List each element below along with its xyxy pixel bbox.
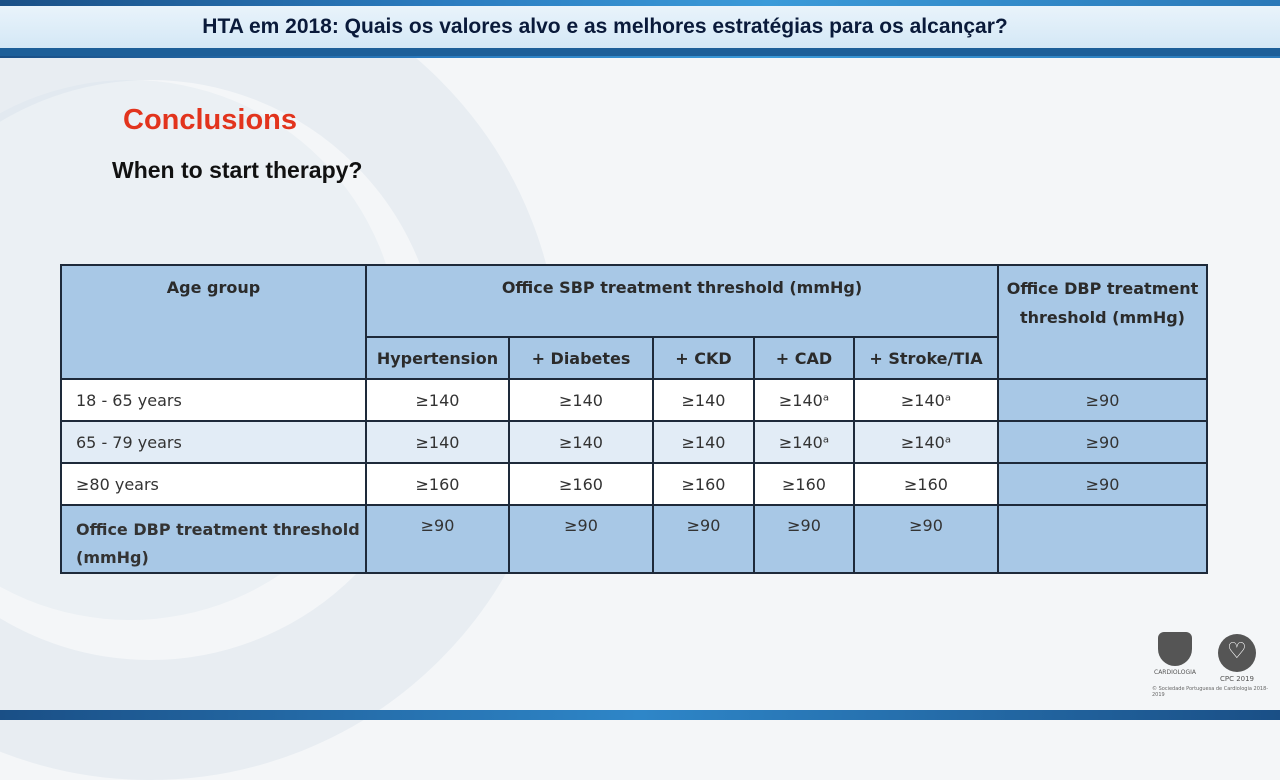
header-sbp: Office SBP treatment threshold (mmHg) bbox=[366, 265, 998, 337]
table-row bbox=[61, 421, 1207, 463]
cell-dbp: ≥90 bbox=[998, 379, 1207, 421]
cell-value: ≥160 bbox=[509, 463, 653, 505]
cpc-logo bbox=[1214, 634, 1260, 683]
subheader-stroke: + Stroke/TIA bbox=[854, 337, 998, 379]
cell-value: ≥140ᵃ bbox=[854, 379, 998, 421]
header-title: HTA em 2018: Quais os valores alvo e as melhores estratégias para os alcançar? bbox=[202, 15, 1008, 38]
cell-empty bbox=[998, 505, 1207, 573]
cell-value: ≥90 bbox=[366, 505, 509, 573]
cpc-logo-text: CPC 2019 bbox=[1219, 675, 1255, 683]
header-dbp: Office DBP treatment threshold (mmHg) bbox=[998, 265, 1207, 379]
table-row bbox=[61, 379, 1207, 421]
cell-value: ≥140 bbox=[653, 421, 754, 463]
cell-value: ≥90 bbox=[653, 505, 754, 573]
cell-value: ≥140ᵃ bbox=[754, 379, 854, 421]
copyright-text: © Sociedade Portuguesa de Cardiologia 2018-2019 bbox=[1152, 686, 1269, 698]
cell-value: ≥90 bbox=[854, 505, 998, 573]
threshold-table bbox=[60, 264, 1208, 574]
cell-value: ≥140ᵃ bbox=[854, 421, 998, 463]
table-row-dbp bbox=[61, 505, 1207, 573]
subheader-hypertension: Hypertension bbox=[366, 337, 509, 379]
cell-value: ≥140ᵃ bbox=[754, 421, 854, 463]
cell-value: ≥140 bbox=[509, 421, 653, 463]
cell-value: ≥160 bbox=[653, 463, 754, 505]
cell-value: ≥90 bbox=[754, 505, 854, 573]
cell-value: ≥140 bbox=[366, 421, 509, 463]
row-age: 65 - 79 years bbox=[61, 421, 366, 463]
cell-value: ≥160 bbox=[366, 463, 509, 505]
slide-question: When to start therapy? bbox=[112, 157, 363, 183]
table-row bbox=[61, 463, 1207, 505]
subheader-cad: + CAD bbox=[754, 337, 854, 379]
cpc-heart-icon bbox=[1218, 634, 1256, 672]
subheader-diabetes: + Diabetes bbox=[509, 337, 653, 379]
cell-value: ≥160 bbox=[854, 463, 998, 505]
row-age: 18 - 65 years bbox=[61, 379, 366, 421]
cell-dbp: ≥90 bbox=[998, 463, 1207, 505]
spc-logo bbox=[1150, 632, 1200, 676]
row-dbp-label: Office DBP treatment threshold (mmHg) bbox=[61, 505, 366, 573]
cell-value: ≥140 bbox=[653, 379, 754, 421]
spc-logo-text: CARDIOLOGIA bbox=[1154, 669, 1196, 676]
header-underline bbox=[0, 48, 1280, 56]
header-age-group: Age group bbox=[61, 265, 366, 379]
section-title: Conclusions bbox=[123, 104, 298, 136]
cell-dbp: ≥90 bbox=[998, 421, 1207, 463]
cell-value: ≥160 bbox=[754, 463, 854, 505]
cell-value: ≥140 bbox=[366, 379, 509, 421]
subheader-ckd: + CKD bbox=[653, 337, 754, 379]
heart-icon bbox=[1158, 632, 1192, 666]
slide-footer-bar bbox=[0, 710, 1280, 720]
cell-value: ≥90 bbox=[509, 505, 653, 573]
row-age: ≥80 years bbox=[61, 463, 366, 505]
cell-value: ≥140 bbox=[509, 379, 653, 421]
